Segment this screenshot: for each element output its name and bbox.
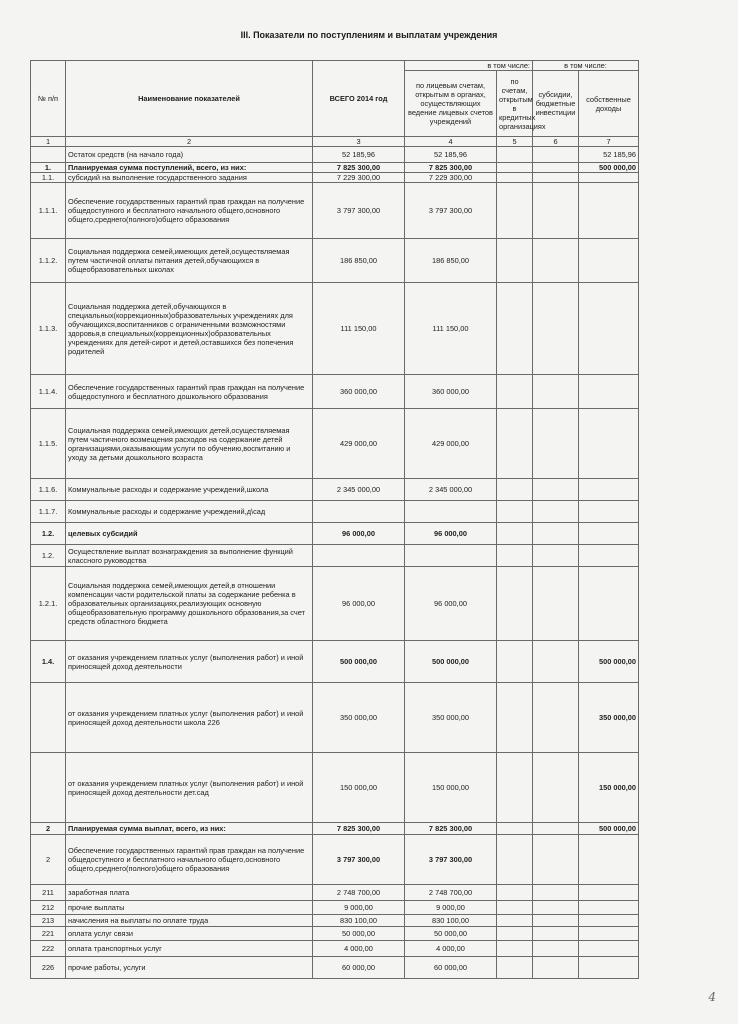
row-num <box>31 147 66 163</box>
row-accounts: 350 000,00 <box>405 683 497 753</box>
row-own <box>579 545 639 567</box>
row-accounts: 360 000,00 <box>405 375 497 409</box>
row-credit <box>497 915 533 927</box>
row-credit <box>497 683 533 753</box>
row-name: Коммунальные расходы и содержание учреждений,д\сад <box>66 501 313 523</box>
row-name: Обеспечение государственных гарантий прав граждан на получение общедоступного и бесплатного начального общего,основного общего,среднего(полного)общего образования <box>66 835 313 885</box>
row-credit <box>497 409 533 479</box>
row-num: 1.1.6. <box>31 479 66 501</box>
row-total: 500 000,00 <box>313 641 405 683</box>
row-own <box>579 183 639 239</box>
table-row <box>31 901 639 915</box>
row-own <box>579 409 639 479</box>
row-credit <box>497 927 533 941</box>
row-num: 1.4. <box>31 641 66 683</box>
row-credit <box>497 567 533 641</box>
row-name: оплата транспортных услуг <box>66 941 313 957</box>
table-row <box>31 641 639 683</box>
row-subsidy <box>533 753 579 823</box>
row-name: от оказания учреждением платных услуг (выполнения работ) и иной приносящей доход деятельности дет.сад <box>66 753 313 823</box>
row-total: 186 850,00 <box>313 239 405 283</box>
row-subsidy <box>533 409 579 479</box>
header-colnum-5: 5 <box>497 137 533 147</box>
table-row <box>31 501 639 523</box>
row-own <box>579 283 639 375</box>
row-credit <box>497 375 533 409</box>
header-colnum-4: 4 <box>405 137 497 147</box>
row-subsidy <box>533 183 579 239</box>
table-row <box>31 283 639 375</box>
row-credit <box>497 641 533 683</box>
row-own <box>579 173 639 183</box>
row-credit <box>497 163 533 173</box>
row-total <box>313 545 405 567</box>
table-row <box>31 835 639 885</box>
row-name: оплата услуг связи <box>66 927 313 941</box>
row-accounts: 96 000,00 <box>405 523 497 545</box>
row-credit <box>497 147 533 163</box>
table-row <box>31 479 639 501</box>
row-num: 1.1.5. <box>31 409 66 479</box>
row-num: 1.2. <box>31 523 66 545</box>
header-num: № п/п <box>31 61 66 137</box>
row-subsidy <box>533 915 579 927</box>
row-name: прочие работы, услуги <box>66 957 313 979</box>
row-num: 1.1.1. <box>31 183 66 239</box>
row-accounts: 52 185,96 <box>405 147 497 163</box>
row-own <box>579 915 639 927</box>
row-name: субсидий на выполнение государственного задания <box>66 173 313 183</box>
header-own: собственные доходы <box>579 71 639 137</box>
row-total: 2 345 000,00 <box>313 479 405 501</box>
row-subsidy <box>533 283 579 375</box>
row-name: Социальная поддержка семей,имеющих детей,в отношении компенсации части родительской платы за содержание ребенка в образовательных организациях,реализующих основную общеобразовательную программу дошкольного образования,за счет средств областного бюджета <box>66 567 313 641</box>
row-credit <box>497 753 533 823</box>
row-name: заработная плата <box>66 885 313 901</box>
row-subsidy <box>533 927 579 941</box>
table-row <box>31 683 639 753</box>
row-num <box>31 753 66 823</box>
row-accounts: 3 797 300,00 <box>405 183 497 239</box>
row-subsidy <box>533 545 579 567</box>
header-subsidy: субсидии, бюджетные инвестиции <box>533 71 579 137</box>
row-num: 1.1.3. <box>31 283 66 375</box>
row-subsidy <box>533 835 579 885</box>
row-name: целевых субсидий <box>66 523 313 545</box>
row-accounts <box>405 545 497 567</box>
row-accounts: 7 229 300,00 <box>405 173 497 183</box>
row-credit <box>497 941 533 957</box>
row-total: 7 229 300,00 <box>313 173 405 183</box>
row-name: прочие выплаты <box>66 901 313 915</box>
row-accounts: 50 000,00 <box>405 927 497 941</box>
table-row <box>31 567 639 641</box>
table-row <box>31 753 639 823</box>
row-own: 500 000,00 <box>579 163 639 173</box>
row-credit <box>497 823 533 835</box>
row-subsidy <box>533 501 579 523</box>
row-own <box>579 927 639 941</box>
row-total: 150 000,00 <box>313 753 405 823</box>
row-name: Коммунальные расходы и содержание учреждений,школа <box>66 479 313 501</box>
row-credit <box>497 183 533 239</box>
row-own <box>579 567 639 641</box>
row-total: 3 797 300,00 <box>313 835 405 885</box>
table-row <box>31 885 639 901</box>
table-row <box>31 927 639 941</box>
row-name: Планируемая сумма выплат, всего, из них: <box>66 823 313 835</box>
row-name: Обеспечение государственных гарантий прав граждан на получение общедоступного и бесплатного начального общего,основного общего,среднего(полного)общего образования <box>66 183 313 239</box>
row-own <box>579 941 639 957</box>
row-total: 830 100,00 <box>313 915 405 927</box>
row-total: 2 748 700,00 <box>313 885 405 901</box>
row-name: Социальная поддержка детей,обучающихся в специальных(коррекционных)образовательных учреждениях для обучающихся,воспитанников с ограниченными возможностями здоровья,в специальных(коррекционных)образовательных учреждениях для детей-сирот и детей,оставшихся без попечения родителей <box>66 283 313 375</box>
row-accounts: 111 150,00 <box>405 283 497 375</box>
table-row <box>31 147 639 163</box>
row-accounts: 60 000,00 <box>405 957 497 979</box>
table-row <box>31 523 639 545</box>
row-total: 350 000,00 <box>313 683 405 753</box>
row-name: Обеспечение государственных гарантий прав граждан на получение общедоступного и бесплатного дошкольного образования <box>66 375 313 409</box>
row-num: 222 <box>31 941 66 957</box>
row-own <box>579 901 639 915</box>
row-total: 429 000,00 <box>313 409 405 479</box>
row-own <box>579 479 639 501</box>
indicators-table <box>30 60 639 979</box>
row-accounts: 7 825 300,00 <box>405 823 497 835</box>
row-total: 9 000,00 <box>313 901 405 915</box>
header-in-that-number-2: в том числе: <box>533 61 639 71</box>
header-colnum-1: 1 <box>31 137 66 147</box>
row-total <box>313 501 405 523</box>
row-subsidy <box>533 147 579 163</box>
table-row <box>31 183 639 239</box>
row-name: начисления на выплаты по оплате труда <box>66 915 313 927</box>
row-num: 221 <box>31 927 66 941</box>
header-accounts: по лицевым счетам, открытым в органах, осуществляющих ведение лицевых счетов учреждений <box>405 71 497 137</box>
table-row <box>31 957 639 979</box>
row-own <box>579 239 639 283</box>
row-own: 500 000,00 <box>579 823 639 835</box>
row-num: 1.1.7. <box>31 501 66 523</box>
header-colnum-2: 2 <box>66 137 313 147</box>
row-subsidy <box>533 239 579 283</box>
row-total: 52 185,96 <box>313 147 405 163</box>
row-credit <box>497 885 533 901</box>
row-name: от оказания учреждением платных услуг (выполнения работ) и иной приносящей доход деятельности <box>66 641 313 683</box>
row-subsidy <box>533 683 579 753</box>
page-title: III. Показатели по поступлениям и выплатам учреждения <box>240 30 498 40</box>
row-accounts: 186 850,00 <box>405 239 497 283</box>
row-credit <box>497 523 533 545</box>
row-num: 1.1. <box>31 173 66 183</box>
row-num: 211 <box>31 885 66 901</box>
row-own <box>579 523 639 545</box>
row-num: 1.1.4. <box>31 375 66 409</box>
row-total: 50 000,00 <box>313 927 405 941</box>
table-row <box>31 409 639 479</box>
row-name: от оказания учреждением платных услуг (выполнения работ) и иной приносящей доход деятельности школа 226 <box>66 683 313 753</box>
header-total: ВСЕГО 2014 год <box>313 61 405 137</box>
row-credit <box>497 239 533 283</box>
row-num: 212 <box>31 901 66 915</box>
header-colnum-7: 7 <box>579 137 639 147</box>
row-num: 213 <box>31 915 66 927</box>
row-total: 60 000,00 <box>313 957 405 979</box>
row-accounts: 3 797 300,00 <box>405 835 497 885</box>
row-total: 96 000,00 <box>313 523 405 545</box>
row-num <box>31 683 66 753</box>
row-subsidy <box>533 641 579 683</box>
row-subsidy <box>533 567 579 641</box>
row-accounts: 830 100,00 <box>405 915 497 927</box>
row-name: Планируемая сумма поступлений, всего, из них: <box>66 163 313 173</box>
header-credit: по счетам, открытым в кредитных организациях <box>497 71 533 137</box>
row-accounts: 4 000,00 <box>405 941 497 957</box>
row-total: 7 825 300,00 <box>313 163 405 173</box>
row-name: Социальная поддержка семей,имеющих детей,осуществляемая путем частичного возмещения расходов на содержание детей организациями,оказывающим услуги по обучению,воспитанию и уходу за детьми дошкольного возраста <box>66 409 313 479</box>
header-name: Наименование показателей <box>66 61 313 137</box>
row-own: 500 000,00 <box>579 641 639 683</box>
row-total: 360 000,00 <box>313 375 405 409</box>
row-subsidy <box>533 523 579 545</box>
row-credit <box>497 545 533 567</box>
header-colnum-3: 3 <box>313 137 405 147</box>
row-accounts: 2 345 000,00 <box>405 479 497 501</box>
row-own <box>579 957 639 979</box>
row-credit <box>497 957 533 979</box>
row-own: 150 000,00 <box>579 753 639 823</box>
row-num: 2 <box>31 835 66 885</box>
row-accounts: 429 000,00 <box>405 409 497 479</box>
table-row <box>31 375 639 409</box>
row-total: 111 150,00 <box>313 283 405 375</box>
table-row <box>31 163 639 173</box>
row-subsidy <box>533 163 579 173</box>
row-name: Осуществление выплат вознаграждения за выполнение функций классного руководства <box>66 545 313 567</box>
row-subsidy <box>533 173 579 183</box>
row-subsidy <box>533 823 579 835</box>
row-total: 7 825 300,00 <box>313 823 405 835</box>
row-accounts <box>405 501 497 523</box>
row-accounts: 150 000,00 <box>405 753 497 823</box>
row-subsidy <box>533 375 579 409</box>
row-own: 350 000,00 <box>579 683 639 753</box>
table-row <box>31 239 639 283</box>
row-num: 2 <box>31 823 66 835</box>
row-own <box>579 501 639 523</box>
row-num: 226 <box>31 957 66 979</box>
handwritten-page-mark: 4 <box>708 990 716 1004</box>
row-num: 1.1.2. <box>31 239 66 283</box>
row-subsidy <box>533 479 579 501</box>
row-own <box>579 885 639 901</box>
row-accounts: 96 000,00 <box>405 567 497 641</box>
table-row <box>31 941 639 957</box>
table-row <box>31 173 639 183</box>
row-total: 96 000,00 <box>313 567 405 641</box>
row-subsidy <box>533 901 579 915</box>
row-own: 52 185,96 <box>579 147 639 163</box>
row-credit <box>497 173 533 183</box>
row-own <box>579 835 639 885</box>
row-accounts: 9 000,00 <box>405 901 497 915</box>
header-in-that-number: в том числе: <box>405 61 533 71</box>
row-own <box>579 375 639 409</box>
row-num: 1.2.1. <box>31 567 66 641</box>
row-accounts: 2 748 700,00 <box>405 885 497 901</box>
table-row <box>31 545 639 567</box>
row-credit <box>497 501 533 523</box>
table-row <box>31 823 639 835</box>
row-accounts: 7 825 300,00 <box>405 163 497 173</box>
table-row <box>31 915 639 927</box>
row-total: 4 000,00 <box>313 941 405 957</box>
row-total: 3 797 300,00 <box>313 183 405 239</box>
row-credit <box>497 835 533 885</box>
row-credit <box>497 283 533 375</box>
header-colnum-6: 6 <box>533 137 579 147</box>
row-accounts: 500 000,00 <box>405 641 497 683</box>
row-subsidy <box>533 941 579 957</box>
row-name: Остаток средств (на начало года) <box>66 147 313 163</box>
row-subsidy <box>533 957 579 979</box>
row-name: Социальная поддержка семей,имеющих детей,осуществляемая путем частичной оплаты питания детей,обучающихся в общеобразовательных школах <box>66 239 313 283</box>
row-subsidy <box>533 885 579 901</box>
row-num: 1.2. <box>31 545 66 567</box>
row-credit <box>497 479 533 501</box>
row-num: 1. <box>31 163 66 173</box>
row-credit <box>497 901 533 915</box>
